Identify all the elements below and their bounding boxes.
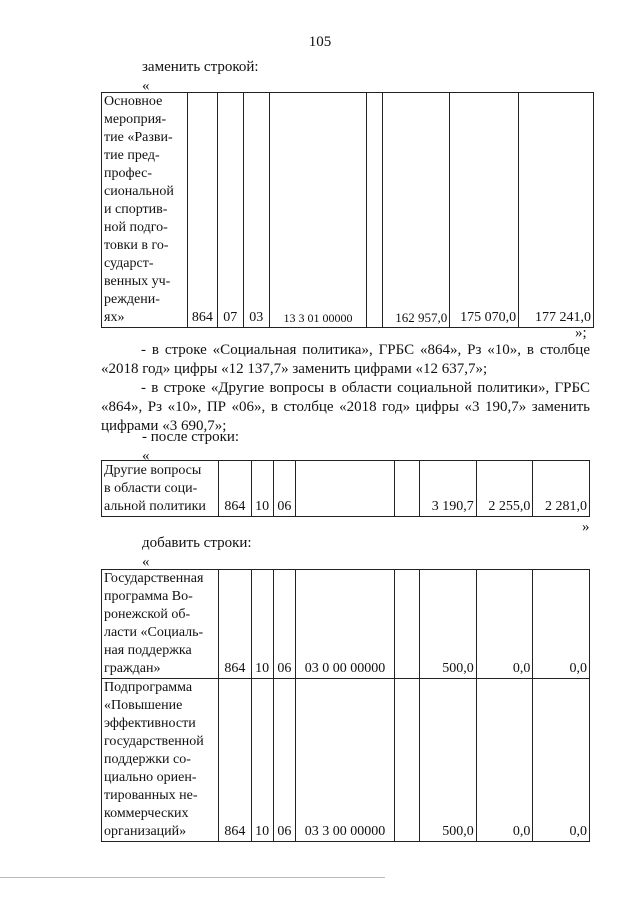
after-row-label: - после строки: (142, 429, 240, 445)
table-row (102, 93, 594, 328)
name-line: ласти «Социаль- (104, 625, 204, 640)
open-quote: « (142, 448, 150, 464)
name-line: профес- (104, 166, 153, 181)
paragraph-text: - в строке «Социальная политика», ГРБС «864», Рз «10», в столбце «2018 год» цифры «12 137,7» заменить цифрами «12 637,7»; (101, 342, 590, 377)
name-line: ронежской об- (104, 607, 191, 622)
name-line: сударст- (104, 256, 154, 271)
csr-cell: 03 3 00 00000 (295, 679, 394, 842)
name-line: коммерческих (104, 806, 189, 821)
name-line: мероприя- (104, 112, 167, 127)
grbs-cell: 864 (219, 570, 251, 679)
table-replacement-row (101, 92, 594, 328)
name-line: сиональной (104, 184, 174, 199)
rz-cell: 10 (251, 461, 273, 517)
year-2019-cell: 2 255,0 (476, 461, 533, 517)
name-line: Государственная (104, 571, 204, 586)
add-rows-label: добавить строки: (142, 535, 252, 551)
table-added-rows (101, 569, 590, 842)
year-2020-cell: 2 281,0 (533, 461, 590, 517)
csr-cell (295, 461, 394, 517)
grbs-cell: 864 (219, 679, 251, 842)
name-line: тированных не- (104, 788, 198, 803)
name-line: Другие вопросы (104, 463, 202, 478)
row-name-cell (102, 461, 219, 517)
name-line: товки в го- (104, 238, 169, 253)
year-2018-cell: 500,0 (420, 570, 477, 679)
rz-cell: 10 (251, 679, 273, 842)
name-line: государственной (104, 734, 204, 749)
name-line: поддержки со- (104, 752, 191, 767)
name-line: ная поддержка (104, 643, 192, 658)
csr-cell: 13 3 01 00000 (269, 93, 367, 328)
pr-cell: 06 (273, 461, 295, 517)
name-line: эффективности (104, 716, 196, 731)
open-quote: « (142, 554, 150, 570)
table-row (102, 461, 590, 517)
name-line: в области соци- (104, 481, 198, 496)
name-line: программа Во- (104, 589, 193, 604)
year-2019-cell: 175 070,0 (450, 93, 519, 328)
pr-cell: 03 (243, 93, 269, 328)
name-line: альной политики (104, 499, 206, 514)
year-2020-cell: 177 241,0 (519, 93, 594, 328)
name-line: венных уч- (104, 274, 171, 289)
year-2018-cell: 500,0 (420, 679, 477, 842)
name-line: Основное (104, 94, 163, 109)
close-quote: » (582, 519, 590, 535)
instruction-paragraph-2 (101, 379, 590, 436)
close-quote-semicolon: »; (575, 325, 587, 341)
rz-cell: 10 (251, 570, 273, 679)
vr-cell (394, 461, 419, 517)
name-line: тие пред- (104, 148, 160, 163)
year-2018-cell: 162 957,0 (383, 93, 450, 328)
grbs-cell: 864 (219, 461, 251, 517)
name-line: организаций» (104, 824, 187, 839)
replace-header: заменить строкой: (142, 59, 259, 75)
grbs-cell: 864 (187, 93, 217, 328)
open-quote: « (142, 78, 150, 94)
page-number: 105 (308, 34, 332, 50)
name-line: реждени- (104, 292, 160, 307)
rz-cell: 07 (217, 93, 243, 328)
instruction-paragraph-1 (101, 341, 590, 379)
pr-cell: 06 (273, 570, 295, 679)
name-line: тие «Разви- (104, 130, 173, 145)
name-line: циально ориен- (104, 770, 197, 785)
name-line: ной подго- (104, 220, 168, 235)
row-name-cell (102, 93, 188, 328)
name-line: ях» (104, 310, 125, 325)
year-2020-cell: 0,0 (533, 679, 590, 842)
table-existing-row (101, 460, 590, 517)
year-2019-cell: 0,0 (476, 679, 533, 842)
year-2020-cell: 0,0 (533, 570, 590, 679)
vr-cell (394, 570, 419, 679)
vr-cell (367, 93, 383, 328)
table-row (102, 679, 590, 842)
row-name-cell (102, 679, 219, 842)
name-line: и спортив- (104, 202, 168, 217)
name-line: граждан» (104, 661, 161, 676)
paragraph-text: - в строке «Другие вопросы в области социальной политики», ГРБС «864», Рз «10», ПР «06», в столбце «2018 год» цифры «3 190,7» заменить цифрами «3 690,7»; (101, 380, 590, 434)
csr-cell: 03 0 00 00000 (295, 570, 394, 679)
year-2019-cell: 0,0 (476, 570, 533, 679)
name-line: «Повышение (104, 698, 183, 713)
name-line: Подпрограмма (104, 680, 193, 695)
row-name-cell (102, 570, 219, 679)
year-2018-cell: 3 190,7 (420, 461, 477, 517)
pr-cell: 06 (273, 679, 295, 842)
vr-cell (394, 679, 419, 842)
footer-rule (0, 877, 385, 878)
table-row (102, 570, 590, 679)
